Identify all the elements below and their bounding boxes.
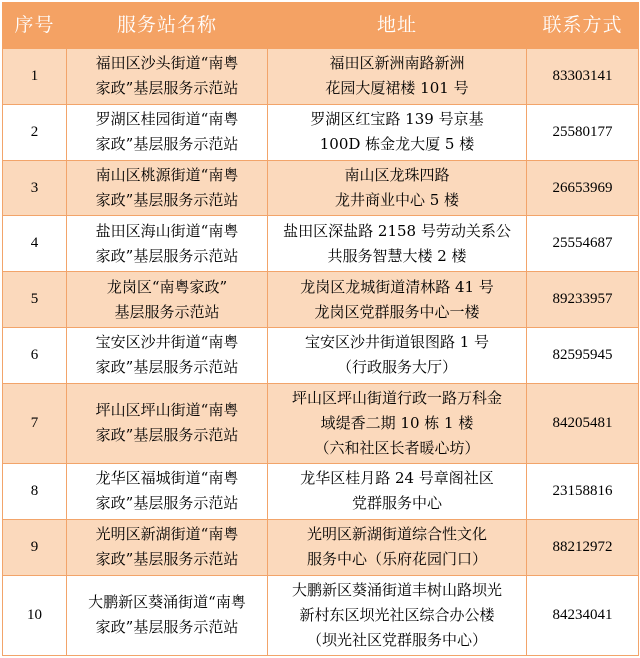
station-name-cell bbox=[67, 216, 268, 272]
table-row bbox=[3, 216, 639, 272]
address-line: 光明区新湖街道综合性文化 bbox=[306, 525, 487, 544]
station-name-line: 南山区桃源街道“南粤 bbox=[95, 166, 239, 185]
table-row bbox=[3, 272, 639, 328]
table-row bbox=[3, 464, 639, 520]
station-name-line: 家政”基层服务示范站 bbox=[95, 426, 239, 445]
header-address: 地址 bbox=[268, 3, 527, 49]
row-index: 7 bbox=[3, 383, 67, 463]
station-name-line: 家政”基层服务示范站 bbox=[95, 550, 239, 569]
address-cell bbox=[268, 272, 527, 328]
address-line: 服务中心（乐府花园门口） bbox=[306, 550, 487, 569]
address-line: 南山区龙珠四路 bbox=[344, 166, 450, 185]
address-line: 罗湖区红宝路 139 号京基 bbox=[310, 110, 484, 129]
contact-number: 23158816 bbox=[527, 464, 639, 520]
table-row bbox=[3, 328, 639, 384]
station-name-line: 家政”基层服务示范站 bbox=[95, 135, 239, 154]
address-line: 坪山区坪山街道行政一路万科金 bbox=[291, 388, 502, 407]
station-name-cell bbox=[67, 272, 268, 328]
station-name-line: 龙岗区“南粤家政” bbox=[106, 277, 228, 296]
station-name-cell bbox=[67, 160, 268, 216]
header-name: 服务站名称 bbox=[67, 3, 268, 49]
address-line: 宝安区沙井街道银图路 1 号 bbox=[304, 333, 490, 352]
table-header bbox=[3, 3, 639, 49]
address-line: 域缇香二期 10 栋 1 楼 bbox=[320, 413, 474, 432]
station-name-cell bbox=[67, 49, 268, 105]
row-index: 4 bbox=[3, 216, 67, 272]
address-cell bbox=[268, 383, 527, 463]
table-row bbox=[3, 575, 639, 655]
address-cell bbox=[268, 160, 527, 216]
contact-number: 83303141 bbox=[527, 49, 639, 105]
address-line: （六和社区长者暖心坊） bbox=[314, 438, 480, 457]
table-row bbox=[3, 49, 639, 105]
contact-number: 25554687 bbox=[527, 216, 639, 272]
address-line: 大鹏新区葵涌街道丰树山路坝光 bbox=[291, 580, 502, 599]
row-index: 5 bbox=[3, 272, 67, 328]
contact-number: 25580177 bbox=[527, 104, 639, 160]
contact-number: 84205481 bbox=[527, 383, 639, 463]
contact-number: 89233957 bbox=[527, 272, 639, 328]
header-index: 序号 bbox=[3, 3, 67, 49]
station-name-cell bbox=[67, 104, 268, 160]
contact-number: 26653969 bbox=[527, 160, 639, 216]
address-line: 100D 栋金龙大厦 5 楼 bbox=[319, 135, 475, 154]
station-name-line: 坪山区坪山街道“南粤 bbox=[95, 401, 239, 420]
station-name-line: 龙华区福城街道“南粤 bbox=[95, 469, 239, 488]
contact-number: 82595945 bbox=[527, 328, 639, 384]
address-cell bbox=[268, 464, 527, 520]
contact-number: 84234041 bbox=[527, 575, 639, 655]
station-name-line: 罗湖区桂园街道“南粤 bbox=[95, 110, 239, 129]
station-name-line: 家政”基层服务示范站 bbox=[95, 358, 239, 377]
row-index: 8 bbox=[3, 464, 67, 520]
address-line: 龙岗区党群服务中心一楼 bbox=[314, 302, 480, 321]
address-cell bbox=[268, 216, 527, 272]
table-body bbox=[3, 49, 639, 656]
address-line: 龙华区桂月路 24 号章阁社区 bbox=[300, 469, 494, 488]
station-name-line: 盐田区海山街道“南粤 bbox=[95, 221, 239, 240]
address-line: 盐田区深盐路 2158 号劳动关系公 bbox=[283, 221, 511, 240]
station-name-line: 基层服务示范站 bbox=[114, 302, 220, 321]
station-name-cell bbox=[67, 328, 268, 384]
table-row bbox=[3, 160, 639, 216]
station-name-line: 家政”基层服务示范站 bbox=[95, 79, 239, 98]
row-index: 2 bbox=[3, 104, 67, 160]
station-name-line: 宝安区沙井街道“南粤 bbox=[95, 333, 239, 352]
station-name-cell bbox=[67, 519, 268, 575]
table-row bbox=[3, 104, 639, 160]
row-index: 9 bbox=[3, 519, 67, 575]
table-row bbox=[3, 519, 639, 575]
station-name-line: 光明区新湖街道“南粤 bbox=[95, 525, 239, 544]
address-line: 福田区新洲南路新洲 bbox=[329, 54, 465, 73]
address-cell bbox=[268, 104, 527, 160]
address-line: （坝光社区党群服务中心） bbox=[306, 630, 487, 649]
address-line: 共服务智慧大楼 2 楼 bbox=[327, 246, 467, 265]
station-name-line: 家政”基层服务示范站 bbox=[95, 246, 239, 265]
row-index: 1 bbox=[3, 49, 67, 105]
address-line: 花园大厦裙楼 101 号 bbox=[325, 79, 469, 98]
service-station-table bbox=[2, 2, 639, 656]
station-name-line: 福田区沙头街道“南粤 bbox=[95, 54, 239, 73]
station-name-line: 家政”基层服务示范站 bbox=[95, 494, 239, 513]
header-row bbox=[3, 3, 639, 49]
station-name-cell bbox=[67, 575, 268, 655]
address-cell bbox=[268, 519, 527, 575]
table-row bbox=[3, 383, 639, 463]
address-cell bbox=[268, 49, 527, 105]
station-name-line: 家政”基层服务示范站 bbox=[95, 618, 239, 637]
contact-number: 88212972 bbox=[527, 519, 639, 575]
address-cell bbox=[268, 575, 527, 655]
address-line: 龙井商业中心 5 楼 bbox=[334, 191, 460, 210]
row-index: 3 bbox=[3, 160, 67, 216]
row-index: 6 bbox=[3, 328, 67, 384]
address-cell bbox=[268, 328, 527, 384]
row-index: 10 bbox=[3, 575, 67, 655]
address-line: 党群服务中心 bbox=[351, 494, 442, 513]
station-name-line: 大鹏新区葵涌街道“南粤 bbox=[88, 593, 246, 612]
station-name-cell bbox=[67, 383, 268, 463]
header-contact: 联系方式 bbox=[527, 3, 639, 49]
address-line: 龙岗区龙城街道清林路 41 号 bbox=[300, 277, 494, 296]
station-name-line: 家政”基层服务示范站 bbox=[95, 191, 239, 210]
address-line: （行政服务大厅） bbox=[336, 358, 457, 377]
station-name-cell bbox=[67, 464, 268, 520]
address-line: 新村东区坝光社区综合办公楼 bbox=[299, 605, 495, 624]
